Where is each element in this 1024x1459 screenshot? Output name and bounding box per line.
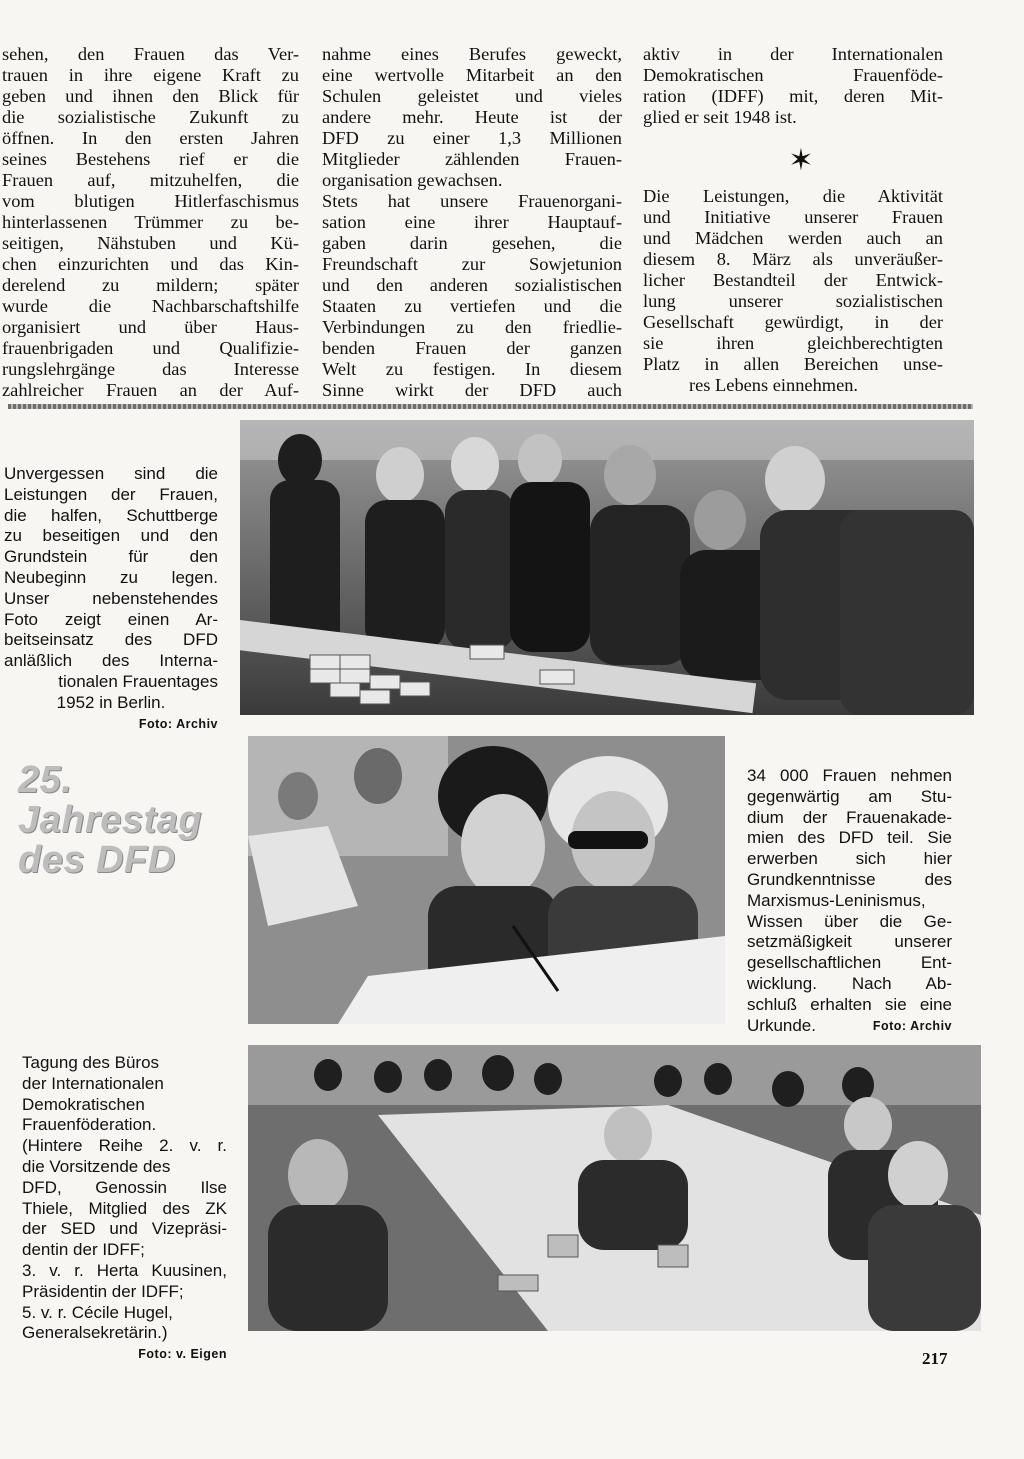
caption-rubble-clearing — [4, 464, 218, 734]
text-line: und den anderen sozialistischen — [322, 275, 622, 295]
caption-line: wicklung. Nach Ab- — [747, 973, 952, 993]
text-line: Demokratischen Frauenföde- — [643, 65, 943, 85]
caption-line: mien des DFD teil. Sie — [747, 828, 952, 848]
photo-women-studying — [248, 736, 725, 1024]
caption-line: schluß erhalten sie eine — [747, 994, 952, 1014]
photo-credit: Foto: Archiv — [872, 1018, 952, 1033]
text-line: Mitglieder zählenden Frauen- — [322, 149, 622, 169]
caption-line: Tagung des Büros — [22, 1053, 160, 1072]
text-line: hinterlassenen Trümmer zu be- — [2, 212, 299, 232]
caption-line: die Vorsitzende des — [22, 1156, 171, 1176]
text-line: Platz in allen Bereichen unse- — [643, 354, 943, 374]
text-line: ration (IDFF) mit, deren Mit- — [643, 86, 943, 106]
text-line: Welt zu festigen. In diesem — [322, 359, 622, 379]
text-line: Schulen geleistet und vieles — [322, 86, 622, 106]
horizontal-divider — [8, 404, 973, 409]
photo-idff-meeting — [248, 1045, 981, 1331]
caption-line: Wissen über die Ge- — [747, 911, 952, 931]
photo-credit: Foto: v. Eigen — [138, 1347, 227, 1362]
photo-women-studying-image — [248, 736, 725, 1024]
caption-line: der Internationalen — [22, 1073, 164, 1093]
caption-line: Präsidentin der IDFF; — [22, 1281, 184, 1301]
text-line: Staaten zu vertiefen und die — [322, 296, 622, 316]
text-line: Sinne wirkt der DFD auch — [322, 380, 622, 400]
caption-line: Grundstein für den — [4, 547, 218, 567]
text-line: eine wertvolle Mitarbeit an den — [322, 65, 622, 85]
text-line: aktiv in der Internationalen — [643, 44, 943, 64]
text-line: organisiert und über Haus- — [2, 317, 299, 337]
caption-line: DFD, Genossin Ilse — [22, 1177, 227, 1197]
caption-line — [747, 1016, 952, 1037]
text-line: und Mädchen werden auch an — [643, 228, 943, 248]
caption-line: Marxismus-Leninismus, — [747, 890, 926, 910]
caption-line: setzmäßigkeit unserer — [747, 932, 952, 952]
caption-line: Leistungen der Frauen, — [4, 484, 218, 504]
caption-line: Frauenföderation. — [22, 1115, 157, 1135]
text-line: zahlreicher Frauen an der Auf- — [2, 380, 299, 400]
article-column-2 — [322, 44, 622, 401]
caption-line-text: Urkunde. — [747, 1015, 816, 1035]
text-line: seitigen, Nähstuben und Kü- — [2, 233, 299, 253]
text-line: Gesellschaft gewürdigt, in der — [643, 312, 943, 332]
heading-line: 25. — [18, 759, 73, 801]
text-line: rungslehrgänge das Interesse — [2, 359, 299, 379]
caption-line: 3. v. r. Herta Kuusinen, — [22, 1260, 227, 1280]
caption-line: beitseinsatz des DFD — [4, 630, 218, 650]
caption-line: die halfen, Schuttberge — [4, 505, 218, 525]
page-number: 217 — [922, 1349, 948, 1368]
photo-rubble-clearing-image — [240, 420, 974, 715]
caption-line: Neubeginn zu legen. — [4, 567, 218, 587]
caption-line: 1952 in Berlin. — [56, 692, 166, 712]
caption-line: anläßlich des Interna- — [4, 651, 218, 671]
text-line: chen einzurichten und das Kin- — [2, 254, 299, 274]
text-line: die sozialistische Zukunft zu — [2, 107, 299, 127]
caption-line: Thiele, Mitglied des ZK — [22, 1198, 227, 1218]
text-line: glied er seit 1948 ist. — [643, 107, 797, 127]
text-line: lung unserer sozialistischen — [643, 291, 943, 311]
caption-women-studying — [747, 766, 952, 1036]
caption-line: gegenwärtig am Stu- — [747, 786, 952, 806]
text-line: benden Frauen der ganzen — [322, 338, 622, 358]
caption-line: Demokratischen — [22, 1094, 145, 1114]
text-line: frauenbrigaden und Qualifizie- — [2, 338, 299, 358]
article-column-1 — [2, 44, 299, 401]
text-line: Freundschaft zur Sowjetunion — [322, 254, 622, 274]
caption-line: Generalsekretärin.) — [22, 1323, 168, 1343]
text-line: Die Leistungen, die Aktivität — [643, 186, 943, 206]
caption-line: Foto zeigt einen Ar- — [4, 609, 218, 629]
text-line: sie ihren gleichberechtigten — [643, 333, 943, 353]
text-line: andere mehr. Heute ist der — [322, 107, 622, 127]
photo-credit: Foto: Archiv — [138, 716, 218, 731]
section-heading — [18, 760, 228, 880]
text-line: gaben darin gesehen, die — [322, 233, 622, 253]
heading-line: Jahrestag — [18, 799, 203, 841]
caption-line: 34 000 Frauen nehmen — [747, 766, 952, 785]
section-separator-star: ✶ — [788, 143, 814, 178]
caption-line: zu beseitigen und den — [4, 526, 218, 546]
text-line: öffnen. In den ersten Jahren — [2, 128, 299, 148]
text-line: nahme eines Berufes geweckt, — [322, 44, 622, 64]
article-column-3 — [643, 44, 943, 128]
text-line: Frauen auf, mitzuhelfen, die — [2, 170, 299, 190]
caption-line: Grundkenntnisse des — [747, 869, 952, 889]
text-line: sation eine ihrer Hauptauf- — [322, 212, 622, 232]
caption-line: gesellschaftlichen Ent- — [747, 953, 952, 973]
text-line: seines Bestehens rief er die — [2, 149, 299, 169]
text-line: sehen, den Frauen das Ver- — [2, 44, 299, 64]
text-line: diesem 8. März als unveräußer- — [643, 249, 943, 269]
photo-rubble-clearing — [240, 420, 974, 715]
caption-line: dium der Frauenakade- — [747, 807, 952, 827]
text-line: vom blutigen Hitlerfaschismus — [2, 191, 299, 211]
caption-line: der SED und Vizepräsi- — [22, 1219, 227, 1239]
text-line: organisation gewachsen. — [322, 170, 503, 190]
caption-line: dentin der IDFF; — [22, 1240, 145, 1260]
text-line: geben und ihnen den Blick für — [2, 86, 299, 106]
photo-idff-meeting-image — [248, 1045, 981, 1331]
text-line: Stets hat unsere Frauenorgani- — [322, 191, 622, 211]
caption-line: (Hintere Reihe 2. v. r. — [22, 1136, 227, 1156]
caption-idff-meeting — [22, 1053, 227, 1365]
text-line: derelend zu mildern; später — [2, 275, 299, 295]
caption-line: 5. v. r. Cécile Hugel, — [22, 1302, 173, 1322]
text-line: wurde die Nachbarschaftshilfe — [2, 296, 299, 316]
text-line: Verbindungen zu den friedlie- — [322, 317, 622, 337]
heading-line: des DFD — [18, 839, 176, 881]
text-line: licher Bestandteil der Entwick- — [643, 270, 943, 290]
caption-line: tionalen Frauentages — [58, 671, 218, 691]
text-line: trauen in ihre eigene Kraft zu — [2, 65, 299, 85]
caption-line: erwerben sich hier — [747, 849, 952, 869]
caption-line: Unser nebenstehendes — [4, 588, 218, 608]
article-column-3-continued — [643, 186, 943, 396]
text-line: und Initiative unserer Frauen — [643, 207, 943, 227]
caption-line: Unvergessen sind die — [4, 464, 218, 483]
text-line: DFD zu einer 1,3 Millionen — [322, 128, 622, 148]
text-line: res Lebens einnehmen. — [689, 375, 859, 395]
